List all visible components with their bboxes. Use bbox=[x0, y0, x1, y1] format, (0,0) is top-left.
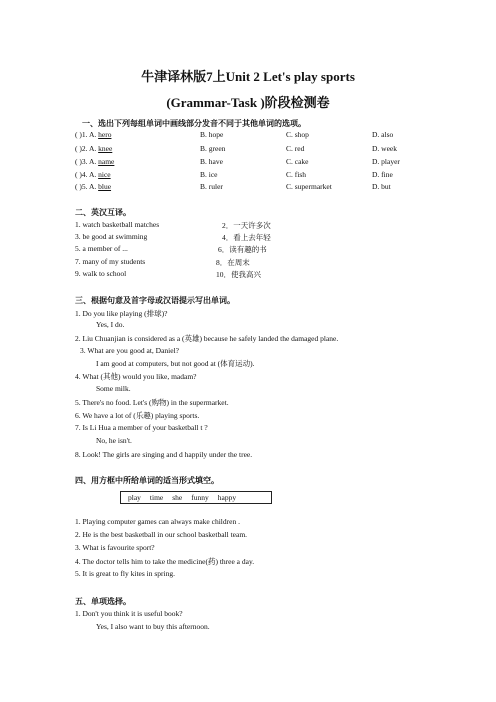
option-d: D. fine bbox=[372, 170, 393, 179]
option-c: C. cake bbox=[286, 157, 309, 166]
translation-item: 1. watch basketball matches bbox=[75, 220, 160, 229]
option-d: D. also bbox=[372, 130, 394, 139]
page-subtitle: (Grammar-Task )阶段检测卷 bbox=[166, 95, 330, 110]
exercise-line: 1. Playing computer games can always make children . bbox=[75, 517, 240, 526]
option-d: D. but bbox=[372, 182, 391, 191]
section4-heading: 四、用方框中所给单词的适当形式填空。 bbox=[75, 476, 219, 485]
section2-heading: 二、英汉互译。 bbox=[75, 208, 131, 217]
exercise-line: 6. We have a lot of (乐趣) playing sports. bbox=[75, 411, 200, 420]
option-c: C. red bbox=[286, 144, 305, 153]
option-a: hero bbox=[98, 130, 112, 139]
word-box-item: play bbox=[128, 493, 141, 502]
translation-item: 6．读有趣的书 bbox=[218, 245, 267, 254]
word-box-item: time bbox=[149, 493, 164, 502]
word-box-item: happy bbox=[217, 493, 237, 502]
word-box-item: funny bbox=[191, 493, 209, 502]
translation-item: 9. walk to school bbox=[75, 269, 127, 278]
section5-heading: 五、单项选择。 bbox=[75, 597, 131, 606]
option-a: nice bbox=[98, 170, 111, 179]
option-a: name bbox=[98, 157, 115, 166]
translation-item: 4．看上去年轻 bbox=[222, 233, 271, 242]
translation-item: 7. many of my students bbox=[75, 257, 146, 266]
exercise-line: 7. Is Li Hua a member of your basketball t ? bbox=[75, 423, 208, 432]
exercise-line: 2. Liu Chuanjian is considered as a (英雄) because he safely landed the damaged plane. bbox=[75, 334, 339, 343]
option-b: B. ruler bbox=[200, 182, 223, 191]
exercise-line: 2. He is the best basketball in our school basketball team. bbox=[75, 530, 248, 539]
option-b: B. ice bbox=[200, 170, 218, 179]
option-b: B. green bbox=[200, 144, 226, 153]
exercise-line: 1. Don't you think it is useful book? bbox=[75, 609, 183, 618]
translation-item: 5. a member of ... bbox=[75, 244, 128, 253]
option-a: blue bbox=[98, 182, 112, 191]
exercise-line: 4. The doctor tells him to take the medicine(药) three a day. bbox=[75, 557, 255, 566]
option-b: B. hope bbox=[200, 130, 224, 139]
exercise-line: Yes, I do. bbox=[96, 320, 125, 329]
exercise-line: 4. What (其他) would you like, madam? bbox=[75, 372, 197, 381]
translation-item: 8．在周末 bbox=[216, 258, 250, 267]
option-d: D. week bbox=[372, 144, 397, 153]
option-c: C. supermarket bbox=[286, 182, 332, 191]
exercise-line: 8. Look! The girls are singing and d happily under the tree. bbox=[75, 450, 253, 459]
translation-item: 2．一天许多次 bbox=[222, 221, 271, 230]
section1-heading: 一、选出下列每组单词中画线部分发音不同于其他单词的选项。 bbox=[82, 119, 306, 128]
option-c: C. fish bbox=[286, 170, 307, 179]
section3-heading: 三、根据句意及首字母或汉语提示写出单词。 bbox=[75, 296, 235, 305]
exercise-line: 1. Do you like playing (排球)? bbox=[75, 309, 168, 318]
translation-item: 3. be good at swimming bbox=[75, 232, 148, 241]
translation-item: 10．使我高兴 bbox=[216, 270, 261, 279]
option-d: D. player bbox=[372, 157, 400, 166]
exercise-line: 5. It is great to fly kites in spring. bbox=[75, 569, 175, 578]
exercise-line: Some milk. bbox=[96, 384, 131, 393]
word-box bbox=[120, 491, 272, 504]
exercise-line: Yes, I also want to buy this afternoon. bbox=[96, 622, 210, 631]
exercise-line: No, he isn't. bbox=[96, 436, 132, 445]
exercise-line: 5. There's no food. Let's (购物) in the supermarket. bbox=[75, 398, 229, 407]
option-c: C. shop bbox=[286, 130, 309, 139]
page-title: 牛津译林版7上Unit 2 Let's play sports bbox=[141, 69, 355, 84]
option-a: knee bbox=[98, 144, 113, 153]
exercise-line: 3. What is favourite sport? bbox=[75, 543, 155, 552]
exercise-line: I am good at computers, but not good at (体育运动). bbox=[96, 359, 255, 368]
exercise-line: 3. What are you good at, Daniel? bbox=[80, 346, 179, 355]
word-box-item: she bbox=[172, 493, 183, 502]
option-b: B. have bbox=[200, 157, 223, 166]
